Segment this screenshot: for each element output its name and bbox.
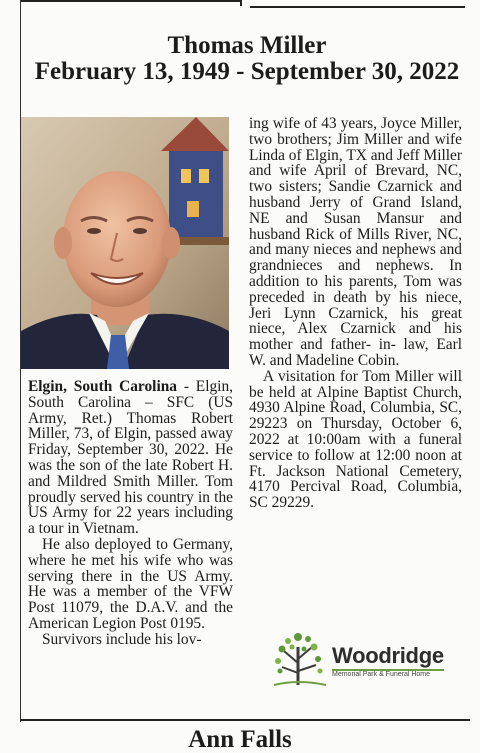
- obituary-right-column: [249, 116, 462, 511]
- tree-icon: [270, 627, 330, 687]
- next-obituary-title: Ann Falls: [188, 726, 292, 753]
- obituary-paragraph-5: A visitation for Tom Miller will be held at Alpine Baptist Church, 4930 Alpine Road, Columbia, SC, 29223 on Thursday, October 6, 2022 at 10:00am with a funeral service to follow at 12:00 noon at Ft. Jackson National Cemetery, 4170 Percival Road, Columbia, SC 29229.: [249, 367, 462, 512]
- top-rule-right: [250, 6, 465, 8]
- dateline-state: South Carolina: [73, 378, 177, 395]
- obituary-paragraph-3: Survivors include his lov-: [42, 630, 202, 648]
- obituary-paragraph-4: ing wife of 43 years, Joyce Miller, two brothers; Jim Miller and wife Linda of Elgin, TX and Jeff Miller and wife April of Brevard, NC, two sisters; Sandie Czarnick and husband Jerry of Grand Island, NE and Susan Mansur and husband Rick of Mills River, NC, and many nieces and nephews and grandnieces and nephews. In addition to his parents, Tom was preceded in death by his niece, Jeri Lynn Czarnick, his great niece, Alex Czarnick and his mother and father- in- law, Earl W. and Madeline Cobin.: [249, 115, 462, 369]
- top-rule-left: [20, 0, 240, 2]
- funeral-home-logo: [270, 627, 450, 687]
- obituary-name: Thomas Miller: [167, 32, 327, 59]
- top-rule-tick: [240, 0, 242, 6]
- logo-wordmark: Woodridge: [332, 643, 444, 668]
- dateline-comma: ,: [63, 378, 67, 395]
- bottom-rule: [20, 719, 470, 721]
- dateline-city: Elgin: [28, 378, 64, 395]
- obituary-header: [22, 32, 472, 85]
- obituary-left-column: [28, 379, 233, 648]
- obituary-paragraph-1: [28, 379, 233, 537]
- logo-tagline: Memorial Park & Funeral Home: [332, 671, 431, 678]
- obituary-paragraph-1-text: - Elgin, South Carolina – SFC (US Army, Ret.) Thomas Robert Miller, 73, of Elgin, passed away Friday, September 30, 2022. He was the son of the late Robert H. and Mildred Smith Miller. Tom proudly served his country in the US Army for 22 years including a tour in Vietnam.: [28, 378, 233, 538]
- obituary-dates: February 13, 1949 - September 30, 2022: [34, 58, 460, 85]
- portrait-photo: [21, 117, 229, 369]
- obituary-paragraph-2: He also deployed to Germany, where he met his wife who was serving there in the US Army. He was a member of the VFW Post 11079, the D.A.V. and the American Legion Post 0195.: [28, 535, 233, 632]
